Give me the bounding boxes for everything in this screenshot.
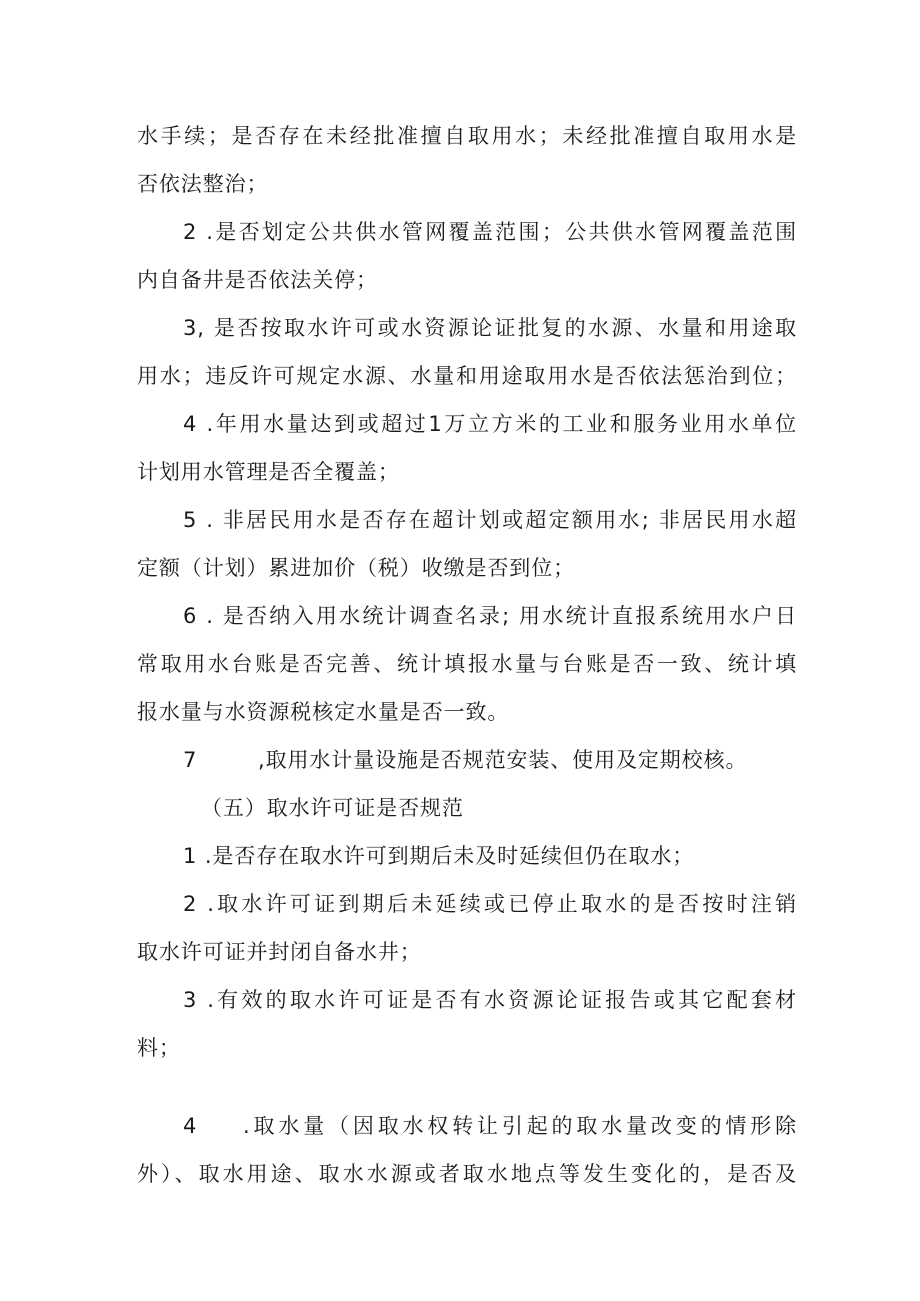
text-line: 内自备井是否依法关停； (137, 268, 378, 292)
text-line: 计划用水管理是否全覆盖； (137, 460, 400, 484)
text-line: 报水量与水资源税核定水量是否一致。 (137, 700, 510, 724)
text-line: 用水；违反许可规定水源、水量和用途取用水是否依法惩治到位； (137, 364, 797, 388)
text-line: .取水量（因取水权转让引起的取水量改变的情形除 (243, 1114, 797, 1138)
text-line: 否依法整治； (137, 172, 269, 196)
text-line: 料； (137, 1036, 181, 1060)
item-number: 4 (183, 1114, 198, 1138)
text-line: 3, 是否按取水许可或水资源论证批复的水源、水量和用途取 (183, 316, 797, 340)
text-line: 2 .是否划定公共供水管网覆盖范围；公共供水管网覆盖范围 (183, 220, 797, 244)
text-line: 5 . 非居民用水是否存在超计划或超定额用水; 非居民用水超 (183, 508, 797, 532)
text-line: 1 .是否存在取水许可到期后未及时延续但仍在取水； (183, 844, 695, 868)
text-line: 4 .年用水量达到或超过1万立方米的工业和服务业用水单位 (183, 412, 797, 436)
text-line: 6 . 是否纳入用水统计调查名录; 用水统计直报系统用水户日 (183, 604, 797, 628)
text-line: ,取用水计量设施是否规范安装、使用及定期校核。 (258, 748, 748, 772)
text-line: 3 .有效的取水许可证是否有水资源论证报告或其它配套材 (183, 988, 797, 1012)
text-line: 常取用水台账是否完善、统计填报水量与台账是否一致、统计填 (137, 652, 797, 676)
text-line: 2 .取水许可证到期后未延续或已停止取水的是否按时注销 (183, 892, 797, 916)
text-line: 外）、取水用途、取水水源或者取水地点等发生变化的，是否及 (137, 1162, 797, 1186)
text-line: 定额（计划）累进加价（税）收缴是否到位； (137, 556, 575, 580)
section-heading: （五）取水许可证是否规范 (201, 796, 464, 820)
text-line: 水手续；是否存在未经批准擅自取用水；未经批准擅自取用水是 (137, 124, 797, 148)
text-line: 取水许可证并封闭自备水井； (137, 940, 422, 964)
item-number: 7 (183, 748, 198, 772)
